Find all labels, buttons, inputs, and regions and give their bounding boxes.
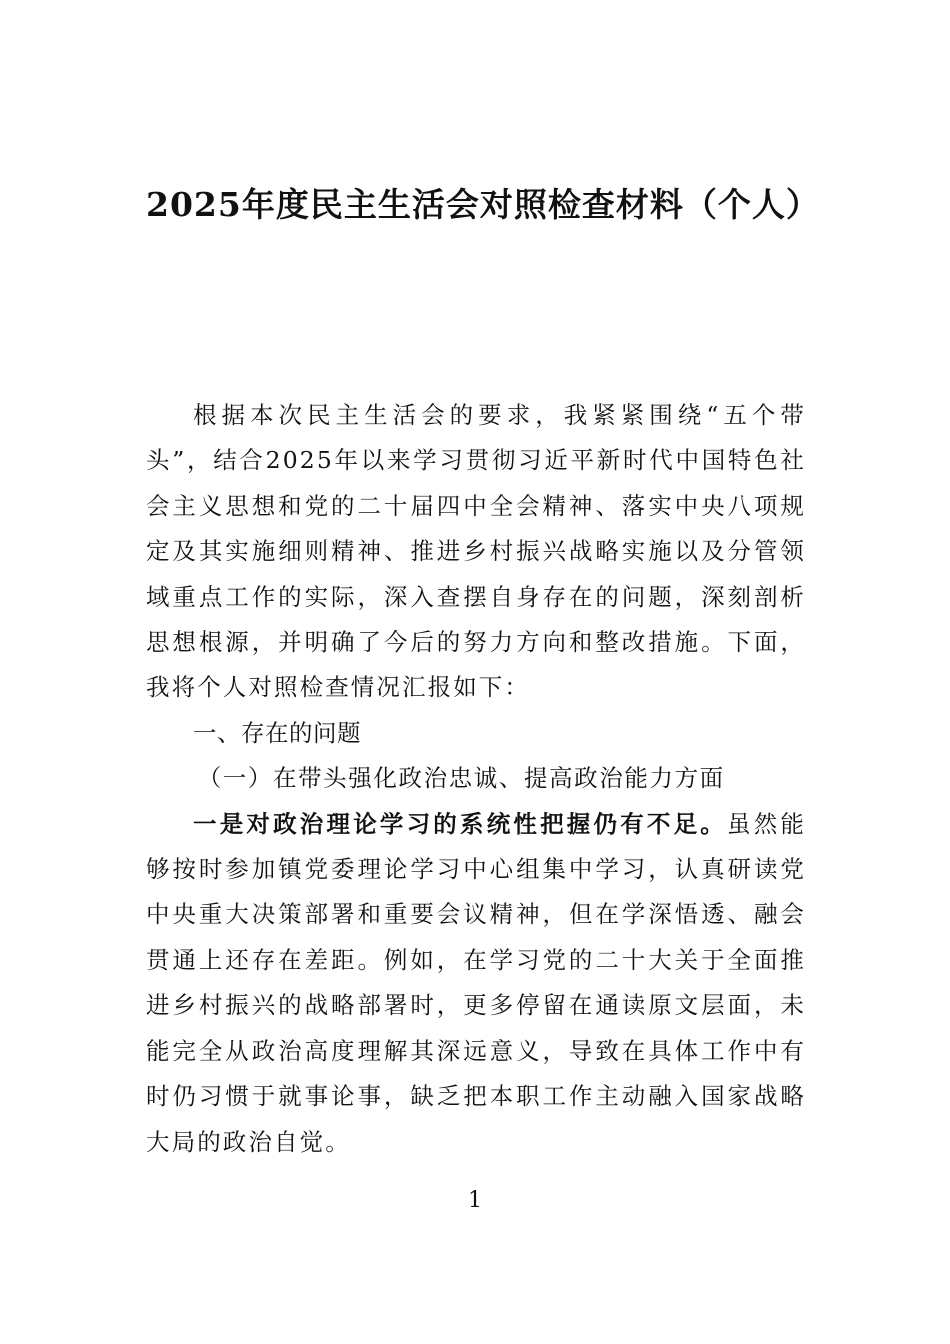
point-one-body: 虽然能够按时参加镇党委理论学习中心组集中学习，认真研读党中央重大决策部署和重要会议精神，但在学深悟透、融会贯通上还存在差距。例如，在学习党的二十大关于全面推进乡村振兴的战略部署时，更多停留在通读原文层面，未能完全从政治高度理解其深远意义，导致在具体工作中有时仍习惯于就事论事，缺乏把本职工作主动融入国家战略大局的政治自觉。 — [146, 809, 806, 1156]
intro-paragraph: 根据本次民主生活会的要求，我紧紧围绕“五个带头”，结合2025年以来学习贯彻习近平新时代中国特色社会主义思想和党的二十届四中全会精神、落实中央八项规定及其实施细则精神、推进乡村振兴战略实施以及分管领域重点工作的实际，深入查摆自身存在的问题，深刻剖析思想根源，并明确了今后的努力方向和整改措施。下面，我将个人对照检查情况汇报如下： — [146, 401, 806, 702]
subsection-heading: （一）在带头强化政治忠诚、提高政治能力方面 — [197, 764, 725, 793]
page-number: 1 — [468, 1188, 482, 1213]
document-body — [146, 393, 806, 1165]
section-heading: 一、存在的问题 — [193, 718, 361, 747]
point-one-lead: 一是对政治理论学习的系统性把握仍有不足。 — [193, 809, 727, 838]
point-one-paragraph — [146, 802, 806, 1165]
document-title: 2025年度民主生活会对照检查材料（个人） — [146, 185, 820, 224]
